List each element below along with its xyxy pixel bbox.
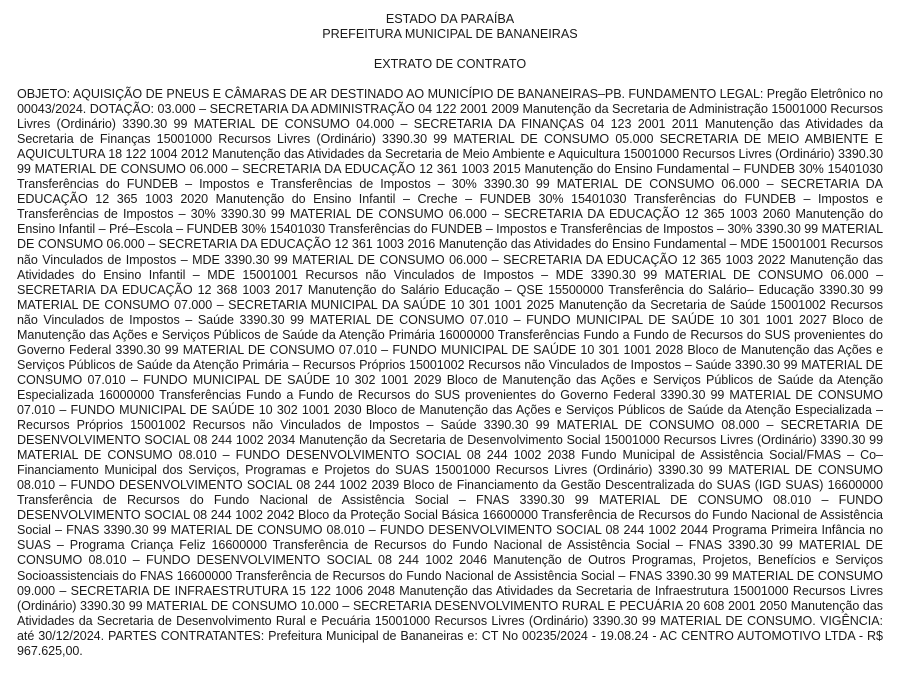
municipality-name: PREFEITURA MUNICIPAL DE BANANEIRAS xyxy=(322,27,578,41)
document-title: EXTRATO DE CONTRATO xyxy=(373,57,527,71)
document-header xyxy=(17,12,883,42)
contract-extract-body: OBJETO: AQUISIÇÃO DE PNEUS E CÂMARAS DE AR DESTINADO AO MUNICÍPIO DE BANANEIRAS–PB. FUNDAMENTO LEGAL: Pregão Eletrônico no 00043/2024. DOTAÇÃO: 03.000 – SECRETARIA DA ADMINISTRAÇÃO 04 122 2001 2009 Manutenção da Secretaria de Administração 15001000 Recursos Livres (Ordinário) 3390.30 99 MATERIAL DE CONSUMO 04.000 – SECRETARIA DA FINANÇAS 04 123 2001 2011 Manutenção das Atividades da Secretaria de Finanças 15001000 Recursos Livres (Ordinário) 3390.30 99 MATERIAL DE CONSUMO 05.000 SECRETARIA DE MEIO AMBIENTE E AQUICULTURA 18 122 1004 2012 Manutenção das Atividades da Secretaria de Meio Ambiente e Aquicultura 15001000 Recursos Livres (Ordinário) 3390.30 99 MATERIAL DE CONSUMO 06.000 – SECRETARIA DA EDUCAÇÃO 12 361 1003 2015 Manutenção do Ensino Fundamental – FUNDEB 30% 15401030 Transferências do FUNDEB – Impostos e Transferências de Impostos – 30% 3390.30 99 MATERIAL DE CONSUMO 06.000 – SECRETARIA DA EDUCAÇÃO 12 365 1003 2020 Manutenção do Ensino Infantil – Creche – FUNDEB 30% 15401030 Transferências do FUNDEB – Impostos e Transferências de Impostos – 30% 3390.30 99 MATERIAL DE CONSUMO 06.000 – SECRETARIA DA EDUCAÇÃO 12 365 1003 2060 Manutenção do Ensino Infantil – Pré–Escola – FUNDEB 30% 15401030 Transferências do FUNDEB – Impostos e Transferências de Impostos – 30% 3390.30 99 MATERIAL DE CONSUMO 06.000 – SECRETARIA DA EDUCAÇÃO 12 361 1003 2016 Manutenção das Atividades do Ensino Fundamental – MDE 15001001 Recursos não Vinculados de Impostos – MDE 3390.30 99 MATERIAL DE CONSUMO 06.000 – SECRETARIA DA EDUCAÇÃO 12 365 1003 2022 Manutenção das Atividades do Ensino Infantil – MDE 15001001 Recursos não Vinculados de Impostos – MDE 3390.30 99 MATERIAL DE CONSUMO 06.000 – SECRETARIA DA EDUCAÇÃO 12 368 1003 2017 Manutenção do Salário Educação – QSE 15500000 Transferência do Salário– Educação 3390.30 99 MATERIAL DE CONSUMO 07.000 – SECRETARIA MUNICIPAL DA SAÚDE 10 301 1001 2025 Manutenção da Secretaria de Saúde 15001002 Recursos não Vinculados de Impostos – Saúde 3390.30 99 MATERIAL DE CONSUMO 07.010 – FUNDO MUNICIPAL DE SAÚDE 10 301 1001 2027 Bloco de Manutenção das Ações e Serviços Públicos de Saúde da Atenção Primária 16000000 Transferências Fundo a Fundo de Recursos do SUS provenientes do Governo Federal 3390.30 99 MATERIAL DE CONSUMO 07.010 – FUNDO MUNICIPAL DE SAÚDE 10 301 1001 2028 Bloco de Manutenção das Ações e Serviços Públicos de Saúde da Atenção Primária – Recursos Próprios 15001002 Recursos não Vinculados de Impostos – Saúde 3390.30 99 MATERIAL DE CONSUMO 07.010 – FUNDO MUNICIPAL DE SAÚDE 10 302 1001 2029 Bloco de Manutenção das Ações e Serviços Públicos de Saúde da Atenção Especializada 16000000 Transferências Fundo a Fundo de Recursos do SUS provenientes do Governo Federal 3390.30 99 MATERIAL DE CONSUMO 07.010 – FUNDO MUNICIPAL DE SAÚDE 10 302 1001 2030 Bloco de Manutenção das Ações e Serviços Públicos de Saúde da Atenção Especializada –Recursos Próprios 15001002 Recursos não Vinculados de Impostos – Saúde 3390.30 99 MATERIAL DE CONSUMO 08.000 – SECRETARIA DE DESENVOLVIMENTO SOCIAL 08 244 1002 2034 Manutenção da Secretaria de Desenvolvimento Social 15001000 Recursos Livres (Ordinário) 3390.30 99 MATERIAL DE CONSUMO 08.010 – FUNDO DESENVOLVIMENTO SOCIAL 08 244 1002 2038 Fundo Municipal de Assistência Social/FMAS – Co–Financiamento Municipal dos Serviços, Programas e Projetos do SUAS 15001000 Recursos Livres (Ordinário) 3390.30 99 MATERIAL DE CONSUMO 08.010 – FUNDO DESENVOLVIMENTO SOCIAL 08 244 1002 2039 Bloco de Financiamento da Gestão Descentralizada do SUAS (IGD SUAS) 16600000 Transferência de Recursos do Fundo Nacional de Assistência Social – FNAS 3390.30 99 MATERIAL DE CONSUMO 08.010 – FUNDO DESENVOLVIMENTO SOCIAL 08 244 1002 2042 Bloco da Proteção Social Básica 16600000 Transferência de Recursos do Fundo Nacional de Assistência Social – FNAS 3390.30 99 MATERIAL DE CONSUMO 08.010 – FUNDO DESENVOLVIMENTO SOCIAL 08 244 1002 2044 Programa Primeira Infância no SUAS – Programa Criança Feliz 16600000 Transferência de Recursos do Fundo Nacional de Assistência Social – FNAS 3390.30 99 MATERIAL DE CONSUMO 08.010 – FUNDO DESENVOLVIMENTO SOCIAL 08 244 1002 2046 Manutenção de Outros Programas, Projetos, Benefícios e Serviços Socioassistenciais do FNAS 16600000 Transferência de Recursos do Fundo Nacional de Assistência Social – FNAS 3390.30 99 MATERIAL DE CONSUMO 09.000 – SECRETARIA DE INFRAESTRUTURA 15 122 1006 2048 Manutenção das Atividades da Secretaria de Infraestrutura 15001000 Recursos Livres (Ordinário) 3390.30 99 MATERIAL DE CONSUMO 10.000 – SECRETARIA DESENVOLVIMENTO RURAL E PECUÁRIA 20 608 2001 2050 Manutenção das Atividades da Secretaria de Desenvolvimento Rural e Pecuária 15001000 Recursos Livres (Ordinário) 3390.30 99 MATERIAL DE CONSUMO. VIGÊNCIA: até 30/12/2024. PARTES CONTRATANTES: Prefeitura Municipal de Bananeiras e: CT No 00235/2024 - 19.08.24 - AC CENTRO AUTOMOTIVO LTDA - R$ 967.625,00. xyxy=(17,87,883,658)
state-name: ESTADO DA PARAÍBA xyxy=(385,12,515,26)
